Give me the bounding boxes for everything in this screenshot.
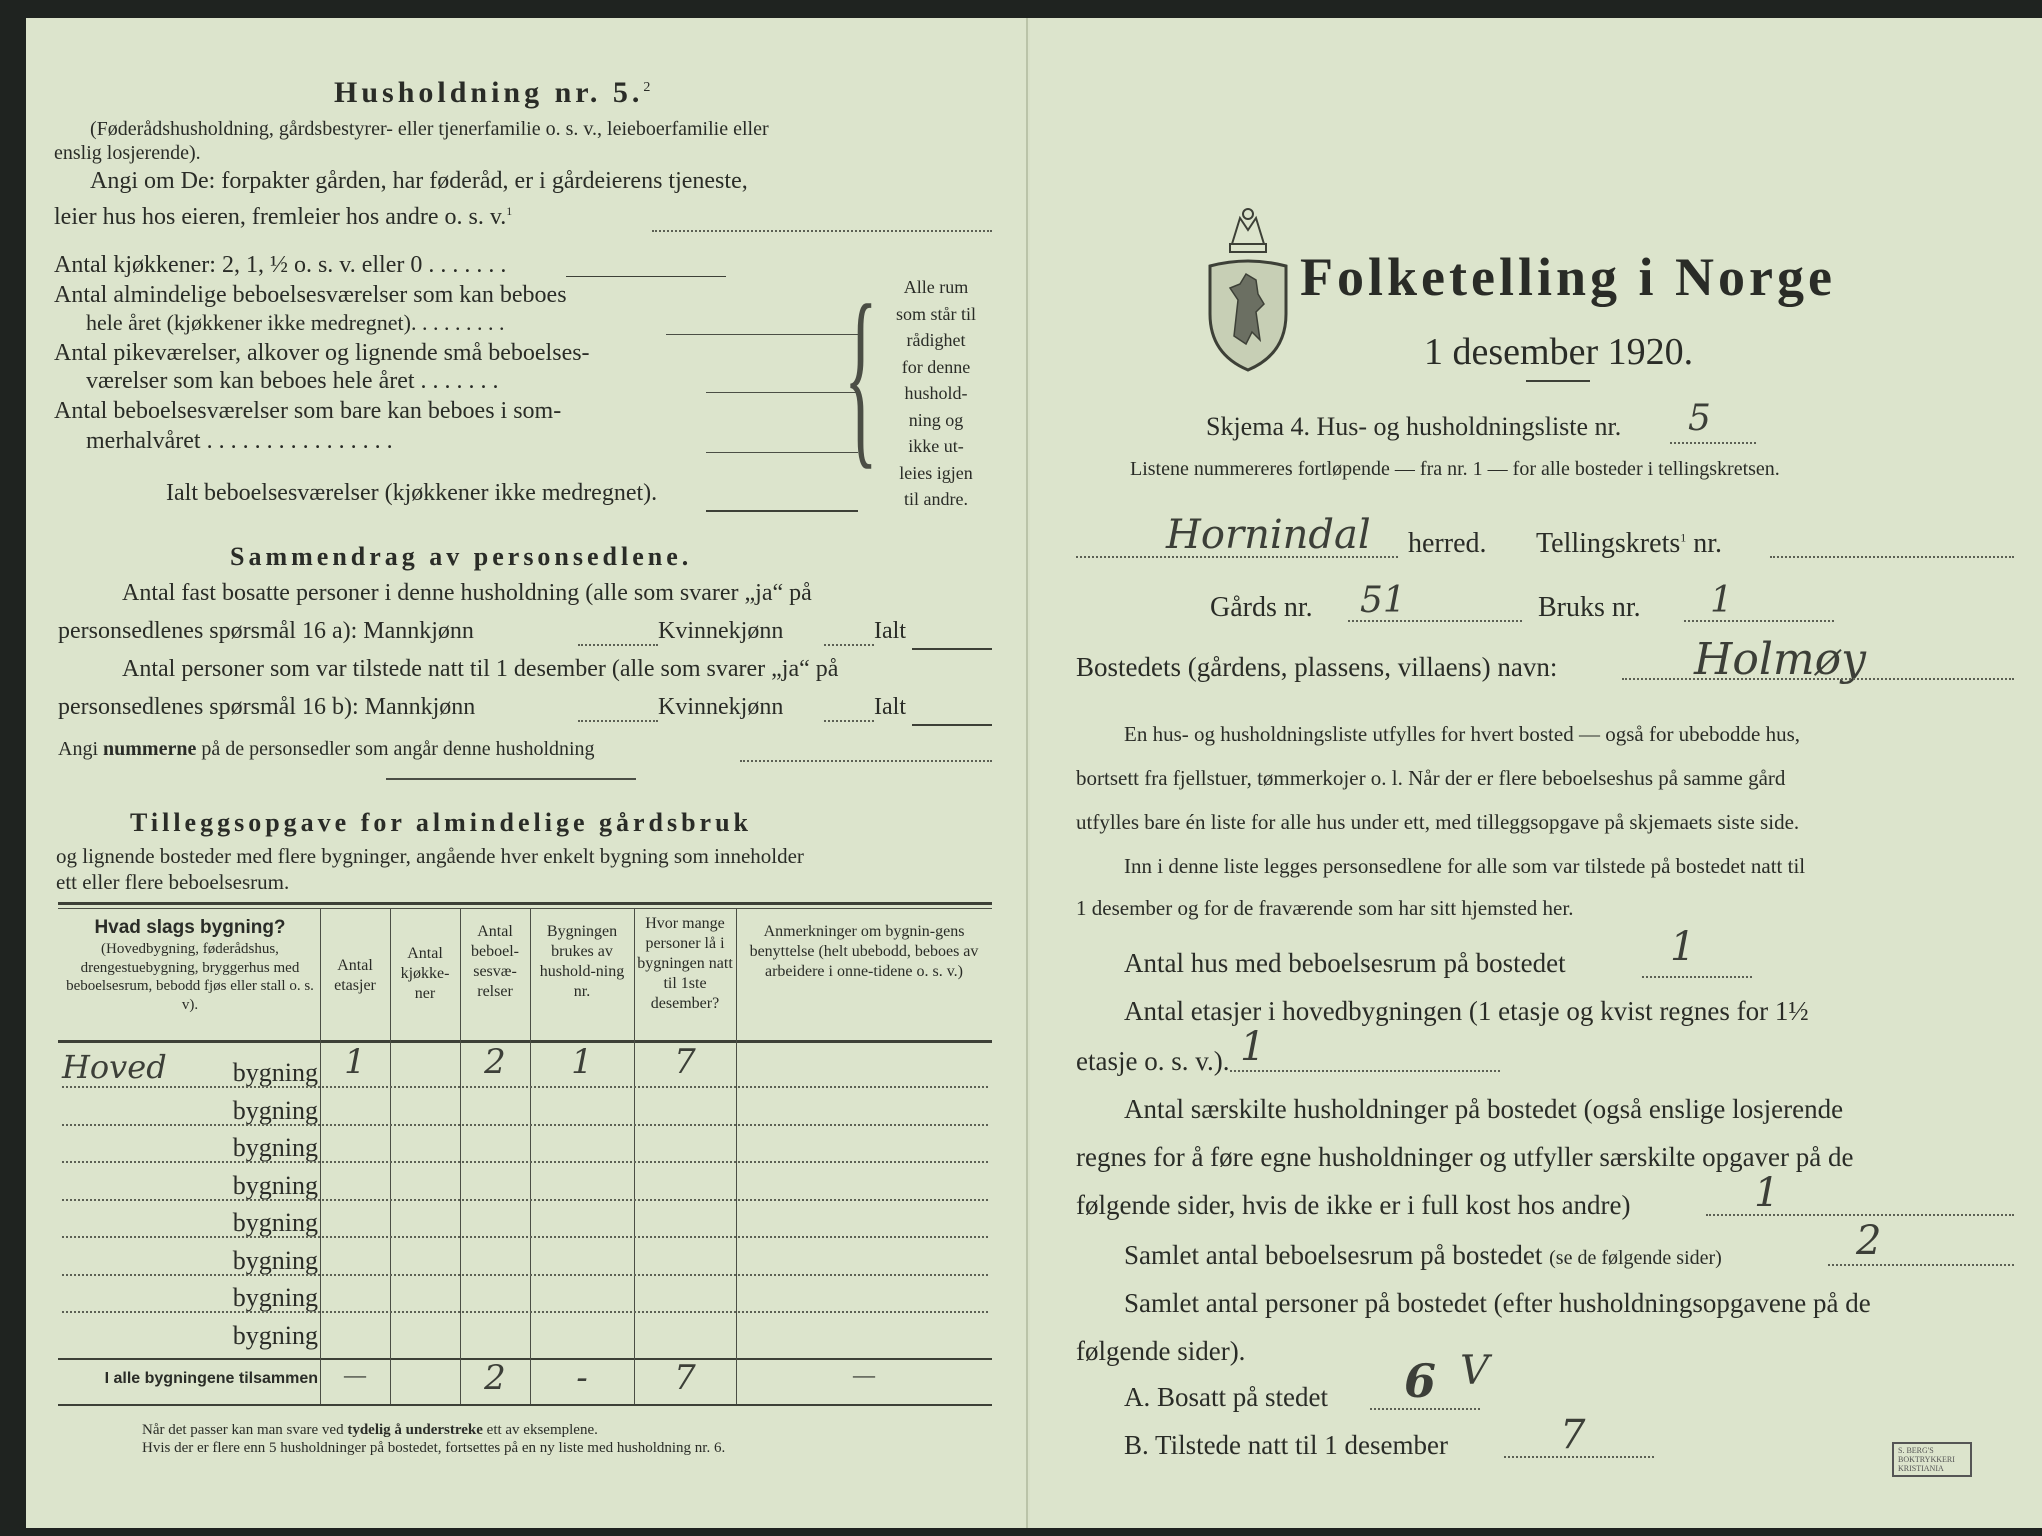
q-households-1: Antal særskilte husholdninger på bostedet (også enslige losjerende	[1124, 1094, 1844, 1124]
summary-title: Sammendrag av personsedlene.	[230, 542, 693, 571]
census-sheet	[26, 18, 2042, 1528]
total-household: -	[576, 1358, 588, 1398]
total-label: I alle bygningene tilsammen	[104, 1370, 318, 1387]
th-kitchens: Antal kjøkke-ner	[400, 945, 450, 1002]
summary-a-line-2: personsedlenes spørsmål 16 a): Mannkjønn	[58, 618, 474, 644]
table-col-divider	[530, 908, 531, 1404]
skjema-number: 5	[1688, 398, 1711, 439]
numbers-answer-line	[740, 760, 992, 762]
side-note-line: hushold-	[904, 383, 968, 403]
numbers-line-suffix: på de personsedler som angår denne husholdning	[196, 738, 595, 760]
krets-nr: nr.	[1693, 528, 1723, 559]
q-persons-1: Samlet antal personer på bostedet (efter husholdningsopgavene på de	[1124, 1288, 1871, 1318]
rooms-ordinary-2: hele året (kjøkkener ikke medregnet). . . . . . . . .	[86, 310, 505, 335]
a-households: 1	[1754, 1170, 1780, 1216]
bruks-line	[1684, 620, 1834, 622]
row-label: bygning	[232, 1283, 318, 1312]
summary-a-female-line	[824, 644, 874, 646]
total-remarks: —	[853, 1362, 875, 1387]
row-label: bygning	[232, 1096, 318, 1125]
angi-answer-line	[652, 230, 992, 232]
herred-line	[1076, 556, 1398, 558]
summary-b-female-line	[824, 720, 874, 722]
row-label: bygning	[232, 1246, 318, 1275]
q-rooms	[1124, 1240, 1722, 1271]
th-rooms: Antal beboel-sesvæ-relser	[471, 923, 519, 1000]
summary-a-female: Kvinnekjønn	[658, 618, 784, 644]
rooms-summer-1: Antal beboelsesværelser som bare kan beboes i som-	[54, 398, 562, 424]
q-persons-2: følgende sider).	[1076, 1336, 1246, 1366]
herred-value: Hornindal	[1166, 512, 1371, 558]
rooms-maid-1: Antal pikeværelser, alkover og lignende små beboelses-	[54, 340, 590, 366]
table-col-divider	[736, 908, 737, 1404]
tillegg-title: Tilleggsopgave for almindelige gårdsbruk	[130, 808, 753, 837]
info2-line-2: 1 desember og for de fraværende som har sitt hjemsted her.	[1076, 896, 1574, 920]
bruks-value: 1	[1710, 580, 1733, 621]
bosted-value: Holmøy	[1694, 634, 1867, 685]
side-note-line: til andre.	[904, 489, 968, 509]
side-note-line: rådighet	[906, 330, 966, 350]
th-remarks: Anmerkninger om bygnin-gens benyttelse (helt ubebodd, beboes av arbeidere i onne-tidene o. s. v.)	[749, 923, 979, 980]
rooms-ordinary-1: Antal almindelige beboelsesværelser som kan beboes	[54, 282, 567, 308]
rooms-line-4	[706, 452, 858, 453]
row-underline	[62, 1161, 988, 1163]
q-floors-1: Antal etasjer i hovedbygningen (1 etasje og kvist regnes for 1½	[1124, 996, 1809, 1026]
table-col-divider	[460, 908, 461, 1404]
numbers-line-bold: nummerne	[103, 738, 197, 760]
side-note-line: leies igjen	[899, 462, 973, 483]
summary-a-total: Ialt	[874, 618, 906, 644]
th-household: Bygningen brukes av hushold-ning nr.	[539, 923, 625, 1000]
table-bottom-border	[58, 1404, 992, 1406]
numbers-line	[58, 738, 595, 761]
a-resident-label: A. Bosatt på stedet	[1124, 1382, 1328, 1412]
row-rooms: 2	[484, 1042, 506, 1082]
rooms-total-line	[706, 510, 858, 512]
tillegg-intro-1: og lignende bosteder med flere bygninger, angående hver enkelt bygning som inneholder	[56, 844, 804, 868]
q-rooms-text: Samlet antal beboelsesrum på bostedet	[1124, 1240, 1543, 1270]
gards-line	[1348, 620, 1522, 622]
table-top-border-2	[58, 908, 992, 909]
main-title: Folketelling i Norge	[1300, 247, 1836, 307]
footnote-1	[142, 1422, 598, 1439]
gards-label: Gårds nr.	[1210, 592, 1313, 623]
info1-line-1: En hus- og husholdningsliste utfylles for hvert bosted — også for ubebodde hus,	[1124, 722, 1800, 746]
row-household: 1	[571, 1042, 593, 1082]
info1-line-3: utfylles bare én liste for alle hus under ett, med tilleggsopgave på skjemaets siste side.	[1076, 810, 1800, 834]
total-rooms: 2	[484, 1358, 506, 1398]
rooms-line-2	[666, 334, 858, 335]
summary-b-female: Kvinnekjønn	[658, 694, 784, 720]
row-label: bygning	[232, 1058, 318, 1087]
a-floors: 1	[1240, 1024, 1266, 1070]
a-houses-line	[1642, 976, 1752, 978]
rooms-line-3	[706, 392, 858, 393]
numbers-line-prefix: Angi	[58, 738, 103, 760]
row-label: bygning	[232, 1133, 318, 1162]
th-building-sub: (Hovedbygning, føderådshus, drengestuebygning, bryggerhus med beboelsesrum, bebodd fjøs eller stall o. s. v).	[66, 940, 314, 1013]
row-label: bygning	[232, 1171, 318, 1200]
title-rule	[1526, 380, 1590, 382]
th-persons: Hvor mange personer lå i bygningen natt til 1ste desember?	[637, 915, 733, 1012]
intro-line-1: (Føderådshusholdning, gårdsbestyrer- eller tjenerfamilie o. s. v., leieboerfamilie eller	[90, 118, 769, 140]
side-note-line: ikke ut-	[908, 436, 964, 456]
coat-of-arms-icon	[1206, 204, 1290, 374]
summary-b-total-line	[912, 724, 992, 726]
q-houses: Antal hus med beboelsesrum på bostedet	[1124, 948, 1566, 978]
a-houses: 1	[1670, 924, 1696, 970]
row-floors: 1	[344, 1042, 366, 1082]
table-col-divider	[390, 908, 391, 1404]
row-underline	[62, 1199, 988, 1201]
section-divider	[386, 778, 636, 780]
a-resident-line	[1370, 1408, 1480, 1410]
b-present-label: B. Tilstede natt til 1 desember	[1124, 1430, 1448, 1460]
row-underline	[62, 1086, 988, 1088]
th-building-title: Hvad slags bygning?	[94, 917, 286, 938]
intro-line-2: enslig losjerende).	[54, 142, 201, 164]
herred-label: herred.	[1408, 528, 1487, 559]
q-rooms-small: (se de følgende sider)	[1549, 1247, 1722, 1269]
summary-b-male-line	[578, 720, 658, 722]
row-persons: 7	[674, 1042, 696, 1082]
row-underline	[62, 1274, 988, 1276]
row-underline	[62, 1311, 988, 1313]
b-present-line	[1504, 1456, 1654, 1458]
summary-b-total: Ialt	[874, 694, 906, 720]
a-resident-value: 6	[1404, 1354, 1437, 1408]
q-households-3: følgende sider, hvis de ikke er i full kost hos andre)	[1076, 1190, 1631, 1220]
b-present-value: 7	[1560, 1412, 1586, 1458]
household-title-sup: 2	[643, 80, 651, 95]
rooms-maid-2: værelser som kan beboes hele året . . . . . . .	[86, 368, 499, 394]
th-building-type	[62, 916, 318, 1015]
summary-a-male-line	[578, 644, 658, 646]
brace-glyph: {	[844, 265, 878, 486]
q-households-2: regnes for å føre egne husholdninger og utfyller særskilte opgaver på de	[1076, 1142, 1854, 1172]
side-note-line: for denne	[901, 356, 971, 377]
household-title-text: Husholdning nr. 5.	[334, 76, 644, 109]
row-label: bygning	[232, 1208, 318, 1237]
bosted-label: Bostedets (gårdens, plassens, villaens) navn:	[1076, 652, 1558, 682]
rooms-total: Ialt beboelsesværelser (kjøkkener ikke medregnet).	[166, 480, 658, 506]
a-floors-line	[1230, 1070, 1500, 1072]
side-note	[876, 274, 996, 513]
row-underline	[62, 1124, 988, 1126]
listene-note: Listene nummereres fortløpende — fra nr. 1 — for alle bosteder i tellingskretsen.	[1130, 458, 1780, 480]
a-resident-check: V	[1460, 1348, 1489, 1394]
right-page	[1030, 18, 2042, 1528]
info1-line-2: bortsett fra fjellstuer, tømmerkojer o. l. Når der er flere beboelseshus på samme gård	[1076, 766, 1786, 790]
rooms-line-1	[566, 276, 726, 277]
summary-a-total-line	[912, 648, 992, 650]
a-households-line	[1706, 1214, 2014, 1216]
skjema-number-line	[1670, 442, 1756, 444]
a-rooms-line	[1828, 1264, 2014, 1266]
table-col-divider	[320, 908, 321, 1404]
tillegg-intro-2: ett eller flere beboelsesrum.	[56, 870, 290, 894]
q-floors-2: etasje o. s. v.).	[1076, 1046, 1230, 1076]
rooms-kitchens: Antal kjøkkener: 2, 1, ½ o. s. v. eller 0 . . . . . . .	[54, 252, 507, 278]
bruks-label: Bruks nr.	[1538, 592, 1641, 623]
table-col-divider	[634, 908, 635, 1404]
row-underline	[62, 1236, 988, 1238]
krets-line	[1770, 556, 2014, 558]
footnote-1-bold: tydelig å understreke	[347, 1422, 483, 1438]
info2-line-1: Inn i denne liste legges personsedlene for alle som var tilstede på bostedet natt til	[1124, 854, 1806, 878]
a-rooms: 2	[1856, 1218, 1882, 1264]
angi-line-2	[54, 204, 512, 231]
krets-label-text: Tellingskrets	[1536, 528, 1681, 559]
printer-stamp: S. BERG'S BOKTRYKKERI KRISTIANIA	[1892, 1442, 1972, 1477]
side-note-line: ning og	[908, 409, 964, 430]
footnote-1-prefix: Når det passer kan man svare ved	[142, 1422, 348, 1438]
bosted-line	[1622, 678, 2014, 680]
summary-a-line-1: Antal fast bosatte personer i denne husholdning (alle som svarer „ja“ på	[122, 580, 812, 606]
gards-value: 51	[1360, 580, 1406, 621]
rooms-summer-2: merhalvåret . . . . . . . . . . . . . . . .	[86, 428, 393, 454]
total-floors: —	[344, 1362, 366, 1387]
footnote-2: Hvis der er flere enn 5 husholdninger på bostedet, fortsettes på en ny liste med husholdning nr. 6.	[142, 1440, 726, 1456]
angi-sup: 1	[506, 204, 513, 218]
summary-b-line-2: personsedlenes spørsmål 16 b): Mannkjønn	[58, 694, 476, 720]
side-note-line: Alle rum	[903, 277, 969, 297]
angi-line-2-text: leier hus hos eieren, fremleier hos andre o. s. v.	[54, 204, 507, 230]
skjema-label: Skjema 4. Hus- og husholdningsliste nr.	[1206, 412, 1622, 441]
census-date: 1 desember 1920.	[1424, 331, 1694, 373]
footnote-1-suffix: ett av eksemplene.	[482, 1422, 598, 1438]
table-top-border	[58, 902, 992, 905]
summary-b-line-1: Antal personer som var tilstede natt til 1 desember (alle som svarer „ja“ på	[122, 656, 839, 682]
angi-line-1: Angi om De: forpakter gården, har føderåd, er i gårdeierens tjeneste,	[90, 168, 748, 194]
row-building-name: Hoved	[62, 1048, 167, 1086]
krets-label	[1536, 528, 1722, 560]
th-floors: Antal etasjer	[334, 957, 376, 994]
left-page	[26, 18, 1028, 1528]
side-note-line: som står til	[896, 303, 976, 324]
row-label: bygning	[232, 1321, 318, 1350]
household-title	[334, 76, 650, 110]
krets-sup: 1	[1680, 530, 1687, 545]
total-persons: 7	[674, 1358, 696, 1398]
